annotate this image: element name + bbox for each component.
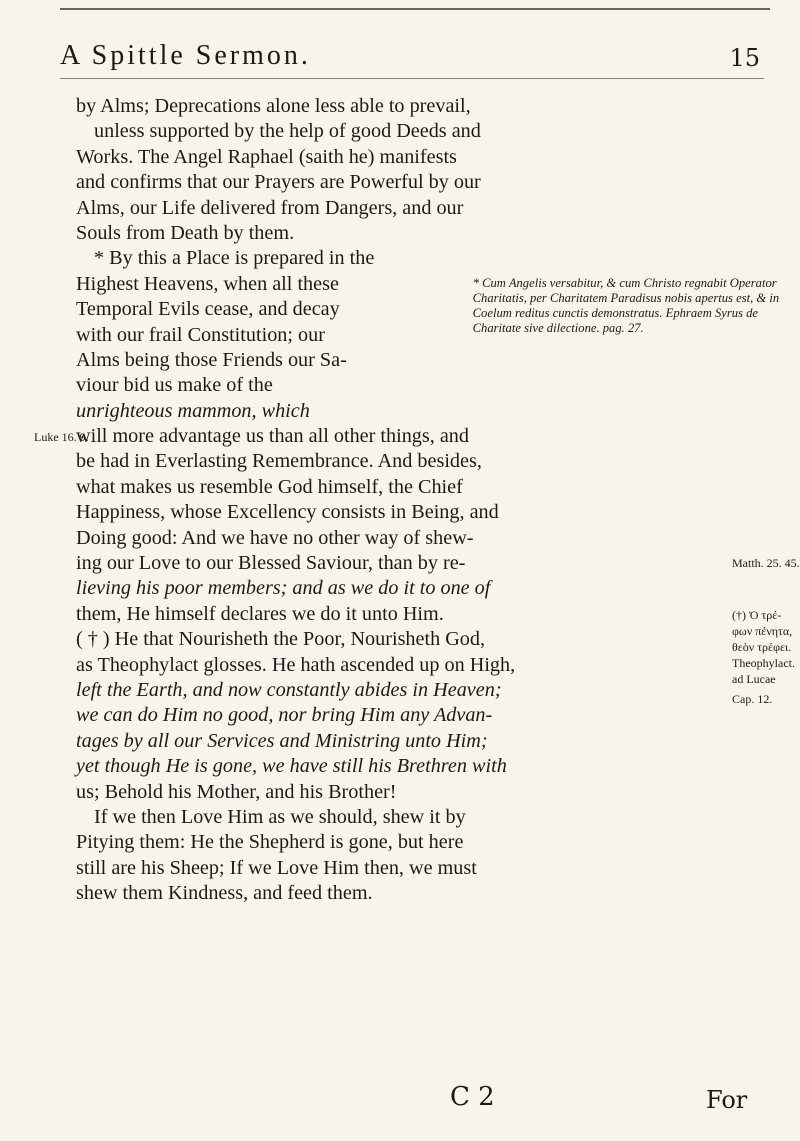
top-rule xyxy=(60,8,770,10)
text-line: be had in Everlasting Remembrance. And besides, xyxy=(76,450,482,473)
text-line: still are his Sheep; If we Love Him then, we must xyxy=(76,856,477,879)
text-line: Highest Heavens, when all these xyxy=(76,272,339,295)
text-line: yet though He is gone, we have still his Brethren with xyxy=(76,755,507,778)
margin-note-matthew: Matth. 25. 45. xyxy=(732,556,800,570)
footnote-column xyxy=(467,246,782,424)
text-line: with our frail Constitution; our xyxy=(76,323,325,346)
text-line: ( † ) He that Nourisheth the Poor, Nourisheth God, xyxy=(76,628,486,651)
margin-note-greek-2: φων πένητα, xyxy=(732,624,793,638)
main-column xyxy=(76,246,467,424)
text-line: Souls from Death by them. xyxy=(76,221,295,244)
text-line: unrighteous mammon, which xyxy=(76,399,310,422)
text-line: Happiness, whose Excellency consists in Being, and xyxy=(76,501,499,524)
text-line: Doing good: And we have no other way of shew- xyxy=(76,526,474,549)
footnote: * Cum Angelis versabitur, & cum Christo regnabit Operator Charitatis, per Charitatem Paradisus nobis apertus est, & in Coelum reditus cunctis demonstratus. Ephraem Syrus de Charitate sive dilectione. pag. 27. xyxy=(472,276,780,336)
signature-mark: C 2 xyxy=(450,1082,495,1112)
text-line: what makes us resemble God himself, the Chief xyxy=(76,475,463,498)
margin-note-luke: Luke 16. 9. xyxy=(34,430,89,444)
margin-note-greek-1: (†) Ὁ τρέ- xyxy=(732,608,782,622)
margin-note-theophylact: Theophylact. xyxy=(732,656,795,670)
catchword: For xyxy=(706,1086,748,1114)
text-line: If we then Love Him as we should, shew it by xyxy=(94,805,466,828)
margin-note-chapter: Cap. 12. xyxy=(732,692,773,706)
text-with-footnote xyxy=(76,246,782,424)
text-line: left the Earth, and now constantly abides in Heaven; xyxy=(76,678,502,701)
running-head: A Spittle Sermon. xyxy=(60,40,311,71)
text-line: shew them Kindness, and feed them. xyxy=(76,882,373,905)
text-line: Pitying them: He the Shepherd is gone, but here xyxy=(76,831,464,854)
text-line: lieving his poor members; and as we do it to one of xyxy=(76,577,491,600)
text-line: Works. The Angel Raphael (saith he) manifests xyxy=(76,145,457,168)
text-line: ing our Love to our Blessed Saviour, than by re- xyxy=(76,552,466,575)
margin-note-ad-lucae: ad Lucae xyxy=(732,672,776,686)
text-line: them, He himself declares we do it unto Him. xyxy=(76,602,444,625)
margin-note-greek-3: θεὸν τρέφει. xyxy=(732,640,792,654)
body-text xyxy=(76,94,782,907)
text-line: and confirms that our Prayers are Powerful by our xyxy=(76,171,481,194)
text-line: we can do Him no good, nor bring Him any Advan- xyxy=(76,704,493,727)
header-rule xyxy=(60,78,764,79)
text-line: by Alms; Deprecations alone less able to prevail, xyxy=(76,95,471,117)
text-line: will more advantage us than all other things, and xyxy=(76,425,469,448)
text-line: Alms being those Friends our Sa- xyxy=(76,348,347,371)
text-line: us; Behold his Mother, and his Brother! xyxy=(76,780,397,803)
text-line: as Theophylact glosses. He hath ascended up on High, xyxy=(76,653,516,676)
text-line: * By this a Place is prepared in the xyxy=(94,247,375,270)
text-line: Temporal Evils cease, and decay xyxy=(76,298,340,321)
text-line: tages by all our Services and Ministring unto Him; xyxy=(76,729,488,752)
text-line: unless supported by the help of good Deeds and xyxy=(94,120,481,143)
text-line: viour bid us make of the xyxy=(76,374,273,397)
text-line: Alms, our Life delivered from Dangers, and our xyxy=(76,196,464,219)
page-number: 15 xyxy=(729,44,760,72)
